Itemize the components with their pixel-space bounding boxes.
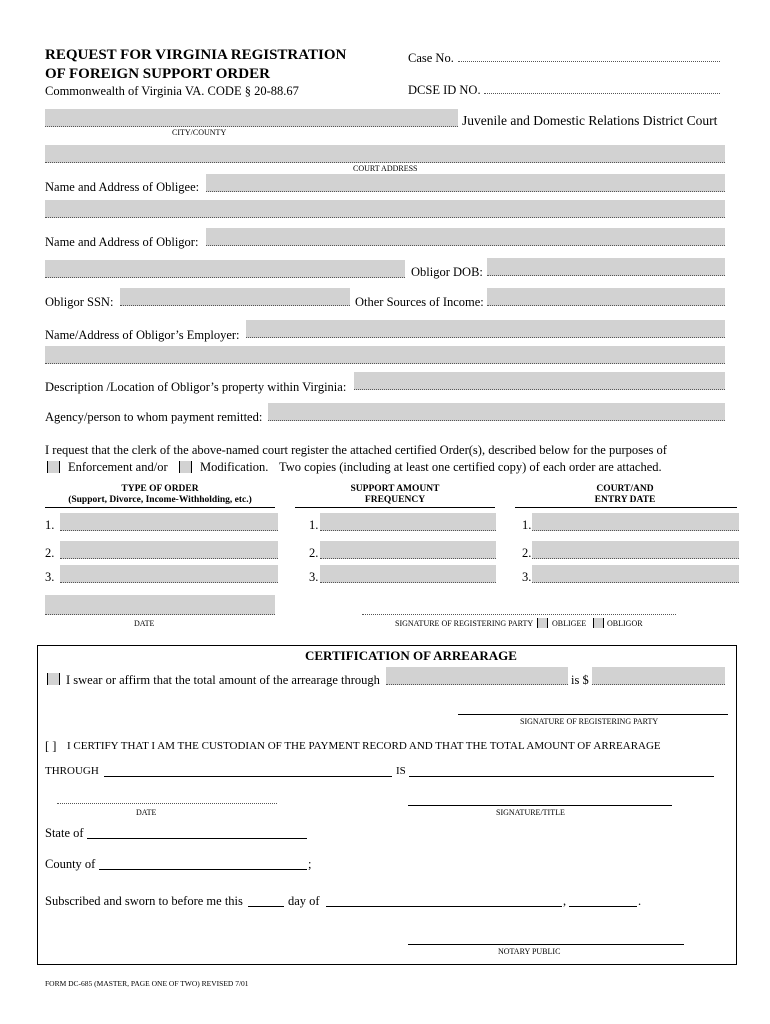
obligor-field-1[interactable] <box>206 228 725 246</box>
form-title-line2: OF FOREIGN SUPPORT ORDER <box>45 66 270 82</box>
day-field[interactable] <box>248 906 284 907</box>
row-number: 1. <box>45 518 55 532</box>
state-label: State of <box>45 826 84 840</box>
obligee-checkbox[interactable] <box>537 618 548 628</box>
signature-title-line[interactable] <box>408 805 672 806</box>
employer-label: Name/Address of Obligor’s Employer: <box>45 328 240 342</box>
row-number: 2. <box>45 546 55 560</box>
obligee-label: Name and Address of Obligee: <box>45 180 200 194</box>
support-amount-field-2[interactable] <box>320 541 496 559</box>
day-of-label: day of <box>288 894 320 908</box>
through-field[interactable] <box>104 776 392 777</box>
obligor-label: Name and Address of Obligor: <box>45 235 199 249</box>
row-number: 1. <box>522 518 532 532</box>
obligee-field-2[interactable] <box>45 200 725 218</box>
agency-field[interactable] <box>268 403 725 421</box>
obligor-ssn-label: Obligor SSN: <box>45 295 114 309</box>
registering-signature-label: SIGNATURE OF REGISTERING PARTY <box>395 619 534 628</box>
form-title-line1: REQUEST FOR VIRGINIA REGISTRATION <box>45 47 347 63</box>
signature-title-label: SIGNATURE/TITLE <box>496 808 565 817</box>
enforcement-label: Enforcement and/or <box>68 460 168 474</box>
month-field[interactable] <box>326 906 562 907</box>
other-income-field[interactable] <box>487 288 725 306</box>
custodian-text: I CERTIFY THAT I AM THE CUSTODIAN OF THE PAYMENT RECORD AND THAT THE TOTAL AMOUNT OF ARREARAGE <box>67 740 661 752</box>
row-number: 1. <box>309 518 319 532</box>
property-field[interactable] <box>354 372 725 390</box>
obligor-ssn-field[interactable] <box>120 288 350 306</box>
col-type-underline <box>45 507 275 508</box>
row-number: 2. <box>522 546 532 560</box>
order-type-field-3[interactable] <box>60 565 278 583</box>
row-number: 3. <box>522 570 532 584</box>
obligor-field-2[interactable] <box>45 260 405 278</box>
property-label: Description /Location of Obligor’s property within Virginia: <box>45 380 347 394</box>
is-label: IS <box>396 765 406 777</box>
form-id: FORM DC-685 (MASTER, PAGE ONE OF TWO) REVISED 7/01 <box>45 979 249 988</box>
notary-label: NOTARY PUBLIC <box>498 947 561 956</box>
form-subtitle: Commonwealth of Virginia VA. CODE § 20-88.67 <box>45 84 299 98</box>
arrearage-through-field[interactable] <box>386 667 568 685</box>
other-income-label: Other Sources of Income: <box>355 295 484 309</box>
row-number: 3. <box>45 570 55 584</box>
obligee-field-1[interactable] <box>206 174 725 192</box>
county-semicolon: ; <box>308 857 312 871</box>
col-court-header: COURT/AND ENTRY DATE <box>594 484 656 505</box>
court-date-field-3[interactable] <box>532 565 739 583</box>
row-number: 3. <box>309 570 319 584</box>
cert-date-line[interactable] <box>57 803 277 804</box>
through-label: THROUGH <box>45 765 99 777</box>
col-amount-header: SUPPORT AMOUNT FREQUENCY <box>350 484 440 505</box>
court-date-field-2[interactable] <box>532 541 739 559</box>
state-field[interactable] <box>87 838 307 839</box>
county-field[interactable] <box>99 869 307 870</box>
is-amount-field[interactable] <box>409 776 714 777</box>
period: . <box>638 894 642 908</box>
registering-signature-line[interactable] <box>362 614 676 615</box>
court-name: Juvenile and Domestic Relations District Court <box>462 113 718 128</box>
court-address-label: COURT ADDRESS <box>353 164 418 173</box>
order-type-field-1[interactable] <box>60 513 278 531</box>
order-type-field-2[interactable] <box>60 541 278 559</box>
copies-text: Two copies (including at least one certified copy) of each order are attached. <box>279 460 662 474</box>
case-no-label: Case No. <box>408 51 454 65</box>
date-label: DATE <box>134 619 155 628</box>
dcse-id-label: DCSE ID NO. <box>408 83 481 97</box>
swear-checkbox[interactable] <box>47 673 60 685</box>
notary-signature-line[interactable] <box>408 944 684 945</box>
court-address-field[interactable] <box>45 145 725 163</box>
city-county-label: CITY/COUNTY <box>172 128 227 137</box>
certification-title: CERTIFICATION OF ARREARAGE <box>305 648 517 663</box>
obligee-checkbox-label: OBLIGEE <box>552 619 587 628</box>
obligor-checkbox-label: OBLIGOR <box>607 619 643 628</box>
request-text: I request that the clerk of the above-named court register the attached certified Order(s), described below for the purposes of <box>45 443 667 457</box>
custodian-checkbox[interactable]: [ ] <box>45 739 57 753</box>
agency-label: Agency/person to whom payment remitted: <box>45 410 263 424</box>
cert-date-label: DATE <box>136 808 157 817</box>
swear-text: I swear or affirm that the total amount of the arrearage through <box>66 673 380 687</box>
obligor-dob-label: Obligor DOB: <box>411 265 483 279</box>
arrearage-amount-field[interactable] <box>592 667 725 685</box>
col-court-underline <box>515 507 737 508</box>
case-no-field[interactable] <box>458 61 720 62</box>
obligor-dob-field[interactable] <box>487 258 725 276</box>
row-number: 2. <box>309 546 319 560</box>
county-label: County of <box>45 857 96 871</box>
comma: , <box>563 894 567 908</box>
cert-signature-line[interactable] <box>458 714 728 715</box>
col-amount-underline <box>295 507 495 508</box>
cert-signature-label: SIGNATURE OF REGISTERING PARTY <box>520 717 659 726</box>
employer-field-1[interactable] <box>246 320 725 338</box>
support-amount-field-1[interactable] <box>320 513 496 531</box>
obligor-checkbox[interactable] <box>593 618 604 628</box>
court-date-field-1[interactable] <box>532 513 739 531</box>
modification-label: Modification. <box>200 460 269 474</box>
date-field[interactable] <box>45 595 275 615</box>
enforcement-checkbox[interactable] <box>47 461 60 473</box>
city-county-field[interactable] <box>45 109 458 127</box>
col-type-header: TYPE OF ORDER (Support, Divorce, Income-Withholding, etc.) <box>68 484 252 505</box>
subscribed-label: Subscribed and sworn to before me this <box>45 894 243 908</box>
support-amount-field-3[interactable] <box>320 565 496 583</box>
dcse-id-field[interactable] <box>484 93 720 94</box>
employer-field-2[interactable] <box>45 346 725 364</box>
year-field[interactable] <box>569 906 637 907</box>
is-dollar-label: is $ <box>571 673 589 687</box>
modification-checkbox[interactable] <box>179 461 192 473</box>
